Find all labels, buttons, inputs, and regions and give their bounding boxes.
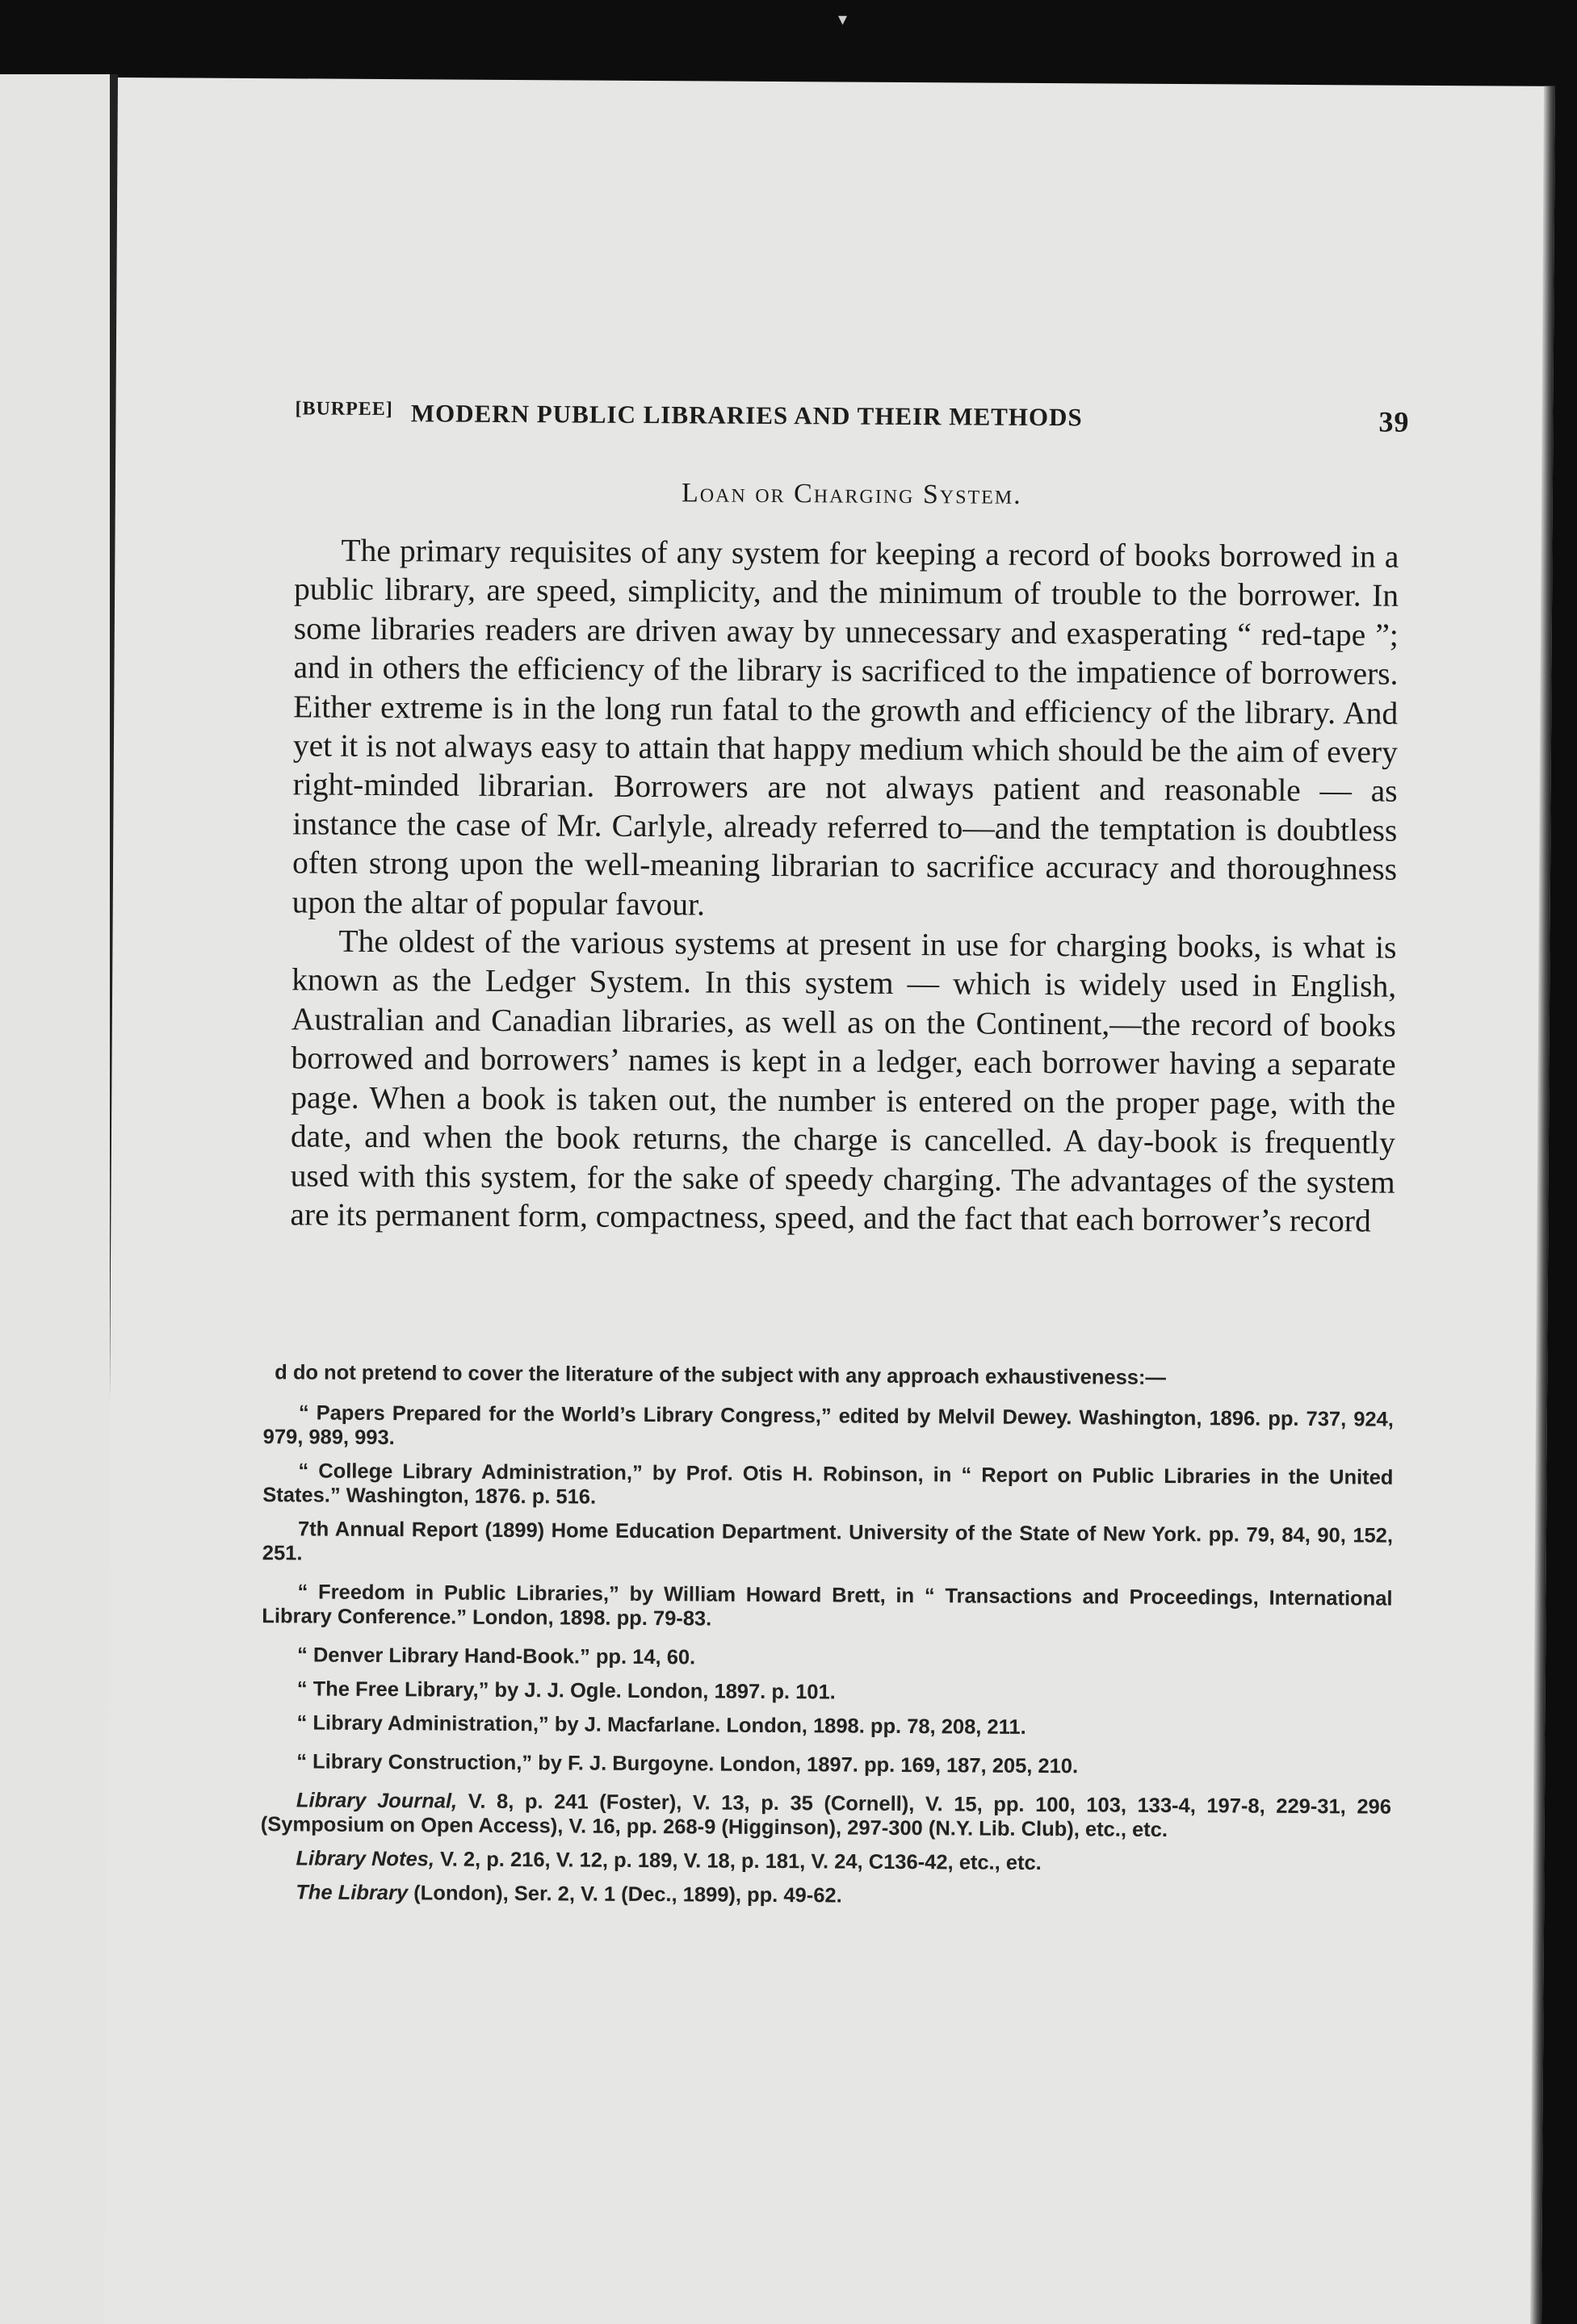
running-head xyxy=(295,398,1409,438)
footnote-entry: “ Denver Library Hand-Book.” pp. 14, 60. xyxy=(296,1644,696,1669)
journal-title: Library Notes, xyxy=(296,1847,435,1871)
running-head-tag: [BURPEE] xyxy=(295,398,393,421)
journal-details: V. 8, p. 241 (Foster), V. 13, p. 35 (Cornell), V. 15, pp. 100, 103, 133-4, 197-8, 229-31, 296 (Symposium on Open Access), V. 16, pp. 268-9 (Higginson), 297-300 (N.Y. Lib. Club), etc., etc. xyxy=(260,1790,1392,1841)
footnote-entry: “ The Free Library,” by J. J. Ogle. London, 1897. p. 101. xyxy=(296,1677,836,1704)
journal-details: (London), Ser. 2, V. 1 (Dec., 1899), pp. 49-62. xyxy=(413,1882,842,1907)
section-heading: Loan or Charging System. xyxy=(681,478,1022,510)
footnotes xyxy=(260,1360,1394,1921)
top-mark: ▾ xyxy=(838,10,848,30)
paragraph: The primary requisites of any system for keeping a record of books borrowed in a public library, are speed, simplicity, and the minimum of trouble to the borrower. In some libraries readers are driven away by unnecessary and exasperating “ red-tape ”; and in others the efficiency of the library is sacrificed to the impatience of borrowers. Either extreme is in the long run fatal to the growth and efficiency of the library. And yet it is not always easy to attain that happy medium which should be the aim of every right-minded librarian. Borrowers are not always patient and reasonable — as instance the case of Mr. Carlyle, already referred to—and the temptation is doubtless often strong upon the well-meaning librarian to sacrifice accuracy and thoroughness upon the altar of popular favour. xyxy=(291,532,1399,923)
footnote-entry: “ Library Construction,” by F. J. Burgoyne. London, 1897. pp. 169, 187, 205, 210. xyxy=(296,1750,1079,1778)
footnote-journal xyxy=(260,1846,1390,1878)
paragraph: The oldest of the various systems at present in use for charging books, is what is known as the Ledger System. In this system — which is widely used in English, Australian and Canadian libraries, as well as on the Continent,—the record of books borrowed and borrowers’ names is kept in a ledger, each borrower having a separate page. When a book is taken out, the number is entered on the proper page, with the date, and when the book returns, the charge is cancelled. A day-book is frequently used with this system, for the sake of speedy charging. The advantages of the system are its permanent form, compactness, speed, and the fact that each borrower’s record xyxy=(290,923,1397,1239)
body-text xyxy=(290,530,1399,1241)
running-head-title: MODERN PUBLIC LIBRARIES AND THEIR METHODS xyxy=(410,399,1083,432)
footnote-entry: “ Library Administration,” by J. Macfarlane. London, 1898. pp. 78, 208, 211. xyxy=(296,1711,1026,1739)
footnote-journal xyxy=(261,1788,1391,1844)
left-page-edge xyxy=(0,74,111,2324)
book-page xyxy=(104,77,1555,2324)
footnote-entry: “ College Library Administration,” by Prof. Otis H. Robinson, in “ Report on Public Libraries in the United States.” Washington, 1876. p. 516. xyxy=(262,1459,1394,1509)
footnote-entry: 7th Annual Report (1899) Home Education Department. University of the State of New York. pp. 79, 84, 90, 152, 251. xyxy=(262,1518,1394,1565)
journal-title: Library Journal, xyxy=(296,1789,458,1813)
page-number: 39 xyxy=(1378,405,1410,438)
footnote-entry: “ Papers Prepared for the World’s Library Congress,” edited by Melvil Dewey. Washington, 1896. pp. 737, 924, 979, 989, 993. xyxy=(262,1401,1394,1450)
footnote-entry: “ Freedom in Public Libraries,” by William Howard Brett, in “ Transactions and Proceedings, International Library Conference.” London, 1898. pp. 79-83. xyxy=(262,1581,1393,1631)
footnote-journal xyxy=(260,1880,1390,1912)
footnote-intro: d do not pretend to cover the literature of the subject with any approach exhaustiveness:— xyxy=(275,1361,1167,1389)
journal-title: The Library xyxy=(296,1881,409,1905)
journal-details: V. 2, p. 216, V. 12, p. 189, V. 18, p. 181, V. 24, C136-42, etc., etc. xyxy=(439,1848,1042,1875)
page-edge-shadow xyxy=(1530,86,1555,2324)
